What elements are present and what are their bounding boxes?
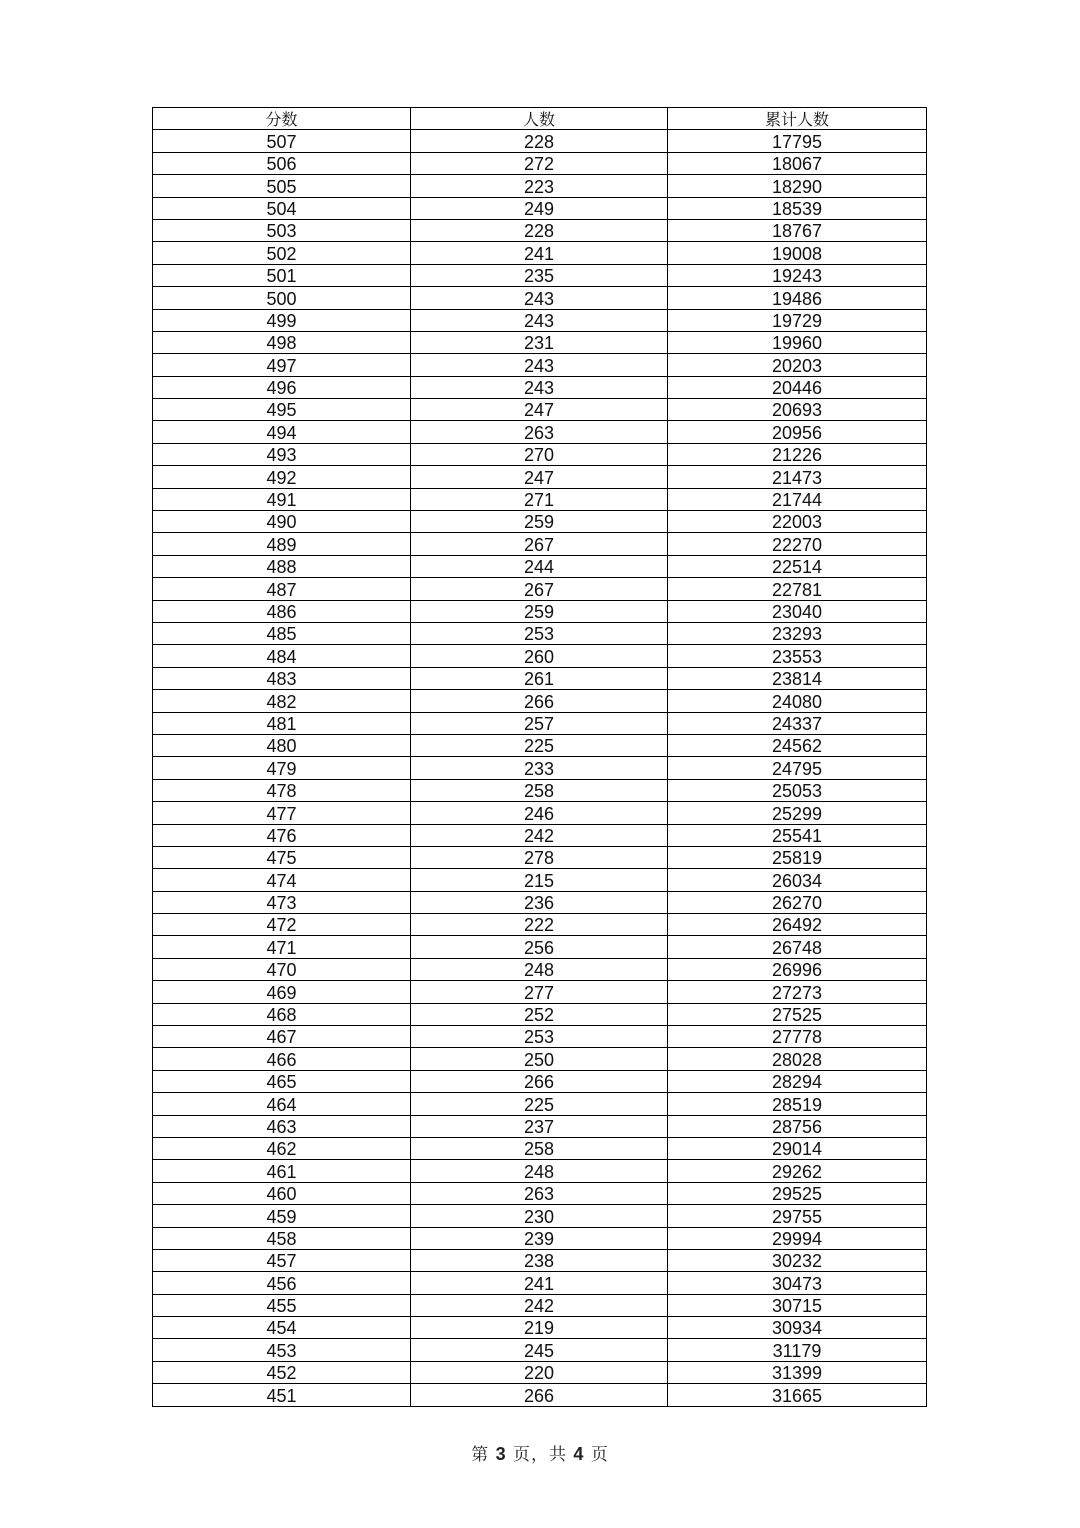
table-row (153, 1026, 927, 1048)
cell-cumulative: 27273 (668, 981, 927, 1003)
cell-count: 247 (411, 466, 668, 488)
cell-cumulative: 27525 (668, 1003, 927, 1025)
cell-score: 492 (153, 466, 411, 488)
table-row (153, 533, 927, 555)
cell-score: 474 (153, 869, 411, 891)
table-row (153, 622, 927, 644)
table-row (153, 309, 927, 331)
table-row (153, 824, 927, 846)
header-count: 人数 (411, 108, 668, 130)
table-row (153, 555, 927, 577)
table-row (153, 1361, 927, 1383)
cell-cumulative: 29755 (668, 1205, 927, 1227)
cell-count: 241 (411, 242, 668, 264)
cell-cumulative: 25299 (668, 802, 927, 824)
cell-score: 505 (153, 175, 411, 197)
cell-cumulative: 19960 (668, 331, 927, 353)
table-row (153, 578, 927, 600)
cell-count: 248 (411, 958, 668, 980)
cell-cumulative: 18290 (668, 175, 927, 197)
table-row (153, 958, 927, 980)
table-row (153, 219, 927, 241)
score-distribution-table (152, 107, 927, 1407)
table-row (153, 914, 927, 936)
cell-score: 465 (153, 1070, 411, 1092)
table-row (153, 757, 927, 779)
footer-suffix: 页 (590, 1445, 609, 1465)
cell-cumulative: 29262 (668, 1160, 927, 1182)
cell-cumulative: 25053 (668, 779, 927, 801)
cell-cumulative: 28519 (668, 1093, 927, 1115)
cell-count: 263 (411, 1182, 668, 1204)
cell-cumulative: 31399 (668, 1361, 927, 1383)
cell-score: 467 (153, 1026, 411, 1048)
cell-count: 250 (411, 1048, 668, 1070)
cell-score: 452 (153, 1361, 411, 1383)
cell-count: 235 (411, 264, 668, 286)
cell-cumulative: 25541 (668, 824, 927, 846)
table-row (153, 242, 927, 264)
table-row (153, 511, 927, 533)
cell-count: 256 (411, 936, 668, 958)
cell-score: 468 (153, 1003, 411, 1025)
cell-count: 239 (411, 1227, 668, 1249)
cell-count: 261 (411, 667, 668, 689)
cell-count: 241 (411, 1272, 668, 1294)
table-row (153, 1003, 927, 1025)
cell-cumulative: 24795 (668, 757, 927, 779)
cell-cumulative: 30473 (668, 1272, 927, 1294)
table-row (153, 1160, 927, 1182)
cell-cumulative: 17795 (668, 130, 927, 152)
cell-score: 501 (153, 264, 411, 286)
cell-cumulative: 26996 (668, 958, 927, 980)
cell-score: 476 (153, 824, 411, 846)
cell-score: 482 (153, 690, 411, 712)
table-row (153, 645, 927, 667)
cell-score: 460 (153, 1182, 411, 1204)
cell-cumulative: 29014 (668, 1137, 927, 1159)
cell-score: 502 (153, 242, 411, 264)
cell-score: 464 (153, 1093, 411, 1115)
cell-count: 248 (411, 1160, 668, 1182)
cell-cumulative: 28028 (668, 1048, 927, 1070)
cell-cumulative: 20956 (668, 421, 927, 443)
cell-score: 491 (153, 488, 411, 510)
cell-cumulative: 24562 (668, 734, 927, 756)
cell-score: 487 (153, 578, 411, 600)
cell-score: 497 (153, 354, 411, 376)
cell-score: 504 (153, 197, 411, 219)
table-row (153, 1070, 927, 1092)
table-row (153, 869, 927, 891)
cell-score: 481 (153, 712, 411, 734)
table-row (153, 1115, 927, 1137)
table-row (153, 399, 927, 421)
table-row (153, 1294, 927, 1316)
cell-score: 453 (153, 1339, 411, 1361)
cell-score: 480 (153, 734, 411, 756)
table-body (153, 130, 927, 1406)
cell-score: 466 (153, 1048, 411, 1070)
cell-cumulative: 30934 (668, 1317, 927, 1339)
cell-score: 456 (153, 1272, 411, 1294)
cell-count: 243 (411, 287, 668, 309)
cell-count: 233 (411, 757, 668, 779)
cell-score: 471 (153, 936, 411, 958)
cell-count: 263 (411, 421, 668, 443)
cell-cumulative: 29994 (668, 1227, 927, 1249)
table-row (153, 376, 927, 398)
footer-current-page: 3 (495, 1444, 507, 1464)
table-row (153, 1182, 927, 1204)
cell-score: 500 (153, 287, 411, 309)
cell-score: 457 (153, 1249, 411, 1271)
cell-score: 503 (153, 219, 411, 241)
cell-cumulative: 19486 (668, 287, 927, 309)
cell-count: 220 (411, 1361, 668, 1383)
cell-score: 494 (153, 421, 411, 443)
cell-cumulative: 20693 (668, 399, 927, 421)
table-row (153, 354, 927, 376)
cell-count: 259 (411, 511, 668, 533)
cell-count: 244 (411, 555, 668, 577)
cell-cumulative: 23040 (668, 600, 927, 622)
cell-cumulative: 18067 (668, 152, 927, 174)
cell-score: 498 (153, 331, 411, 353)
cell-cumulative: 21226 (668, 443, 927, 465)
cell-count: 223 (411, 175, 668, 197)
cell-cumulative: 20203 (668, 354, 927, 376)
cell-cumulative: 26748 (668, 936, 927, 958)
table-row (153, 1317, 927, 1339)
cell-score: 459 (153, 1205, 411, 1227)
cell-count: 253 (411, 622, 668, 644)
cell-score: 463 (153, 1115, 411, 1137)
table-header-row (153, 108, 927, 130)
cell-score: 462 (153, 1137, 411, 1159)
cell-cumulative: 28294 (668, 1070, 927, 1092)
table-row (153, 466, 927, 488)
cell-cumulative: 22514 (668, 555, 927, 577)
cell-score: 461 (153, 1160, 411, 1182)
cell-count: 246 (411, 802, 668, 824)
cell-score: 470 (153, 958, 411, 980)
table-row (153, 1272, 927, 1294)
cell-score: 483 (153, 667, 411, 689)
cell-score: 495 (153, 399, 411, 421)
cell-score: 496 (153, 376, 411, 398)
cell-count: 270 (411, 443, 668, 465)
cell-count: 242 (411, 824, 668, 846)
cell-cumulative: 18539 (668, 197, 927, 219)
cell-cumulative: 27778 (668, 1026, 927, 1048)
cell-score: 477 (153, 802, 411, 824)
cell-cumulative: 23553 (668, 645, 927, 667)
cell-cumulative: 24337 (668, 712, 927, 734)
cell-count: 277 (411, 981, 668, 1003)
cell-count: 243 (411, 376, 668, 398)
table-row (153, 667, 927, 689)
cell-count: 249 (411, 197, 668, 219)
page-footer (0, 1440, 1080, 1465)
table-row (153, 1093, 927, 1115)
cell-cumulative: 31179 (668, 1339, 927, 1361)
table-row (153, 421, 927, 443)
table-row (153, 1249, 927, 1271)
cell-count: 266 (411, 690, 668, 712)
footer-middle: 页，共 (513, 1445, 567, 1465)
cell-count: 257 (411, 712, 668, 734)
table-row (153, 712, 927, 734)
cell-score: 506 (153, 152, 411, 174)
cell-count: 267 (411, 533, 668, 555)
cell-count: 238 (411, 1249, 668, 1271)
cell-count: 236 (411, 891, 668, 913)
table-row (153, 130, 927, 152)
table-row (153, 802, 927, 824)
table-row (153, 488, 927, 510)
footer-total-pages: 4 (573, 1444, 585, 1464)
cell-count: 219 (411, 1317, 668, 1339)
cell-cumulative: 30715 (668, 1294, 927, 1316)
cell-score: 488 (153, 555, 411, 577)
table-row (153, 1205, 927, 1227)
table-row (153, 152, 927, 174)
cell-cumulative: 26270 (668, 891, 927, 913)
cell-count: 228 (411, 130, 668, 152)
cell-cumulative: 23814 (668, 667, 927, 689)
table-row (153, 331, 927, 353)
cell-score: 486 (153, 600, 411, 622)
cell-count: 278 (411, 846, 668, 868)
cell-cumulative: 29525 (668, 1182, 927, 1204)
cell-count: 252 (411, 1003, 668, 1025)
table-row (153, 197, 927, 219)
header-score: 分数 (153, 108, 411, 130)
table-row (153, 1227, 927, 1249)
table-row (153, 264, 927, 286)
table-row (153, 734, 927, 756)
cell-score: 473 (153, 891, 411, 913)
cell-count: 228 (411, 219, 668, 241)
cell-count: 247 (411, 399, 668, 421)
cell-count: 267 (411, 578, 668, 600)
cell-count: 258 (411, 779, 668, 801)
table-row (153, 600, 927, 622)
table-row (153, 1137, 927, 1159)
cell-cumulative: 28756 (668, 1115, 927, 1137)
cell-count: 272 (411, 152, 668, 174)
cell-cumulative: 22270 (668, 533, 927, 555)
cell-score: 507 (153, 130, 411, 152)
cell-count: 242 (411, 1294, 668, 1316)
table-row (153, 443, 927, 465)
table-row (153, 779, 927, 801)
cell-cumulative: 19243 (668, 264, 927, 286)
table-row (153, 936, 927, 958)
cell-score: 454 (153, 1317, 411, 1339)
cell-cumulative: 19729 (668, 309, 927, 331)
cell-cumulative: 21473 (668, 466, 927, 488)
cell-score: 451 (153, 1384, 411, 1406)
cell-cumulative: 22003 (668, 511, 927, 533)
cell-cumulative: 24080 (668, 690, 927, 712)
cell-score: 499 (153, 309, 411, 331)
cell-score: 469 (153, 981, 411, 1003)
cell-score: 485 (153, 622, 411, 644)
cell-count: 259 (411, 600, 668, 622)
table-row (153, 287, 927, 309)
cell-count: 225 (411, 1093, 668, 1115)
cell-cumulative: 30232 (668, 1249, 927, 1271)
table-row (153, 891, 927, 913)
cell-cumulative: 22781 (668, 578, 927, 600)
cell-count: 266 (411, 1070, 668, 1092)
cell-score: 479 (153, 757, 411, 779)
table-row (153, 846, 927, 868)
table-row (153, 1339, 927, 1361)
table-row (153, 175, 927, 197)
cell-count: 243 (411, 354, 668, 376)
cell-score: 475 (153, 846, 411, 868)
cell-cumulative: 26034 (668, 869, 927, 891)
table-row (153, 981, 927, 1003)
cell-count: 243 (411, 309, 668, 331)
table-row (153, 690, 927, 712)
cell-count: 271 (411, 488, 668, 510)
cell-count: 237 (411, 1115, 668, 1137)
cell-count: 231 (411, 331, 668, 353)
cell-score: 458 (153, 1227, 411, 1249)
cell-score: 472 (153, 914, 411, 936)
cell-count: 225 (411, 734, 668, 756)
cell-cumulative: 26492 (668, 914, 927, 936)
cell-count: 245 (411, 1339, 668, 1361)
cell-count: 253 (411, 1026, 668, 1048)
cell-score: 490 (153, 511, 411, 533)
cell-cumulative: 20446 (668, 376, 927, 398)
cell-cumulative: 19008 (668, 242, 927, 264)
cell-score: 455 (153, 1294, 411, 1316)
cell-count: 260 (411, 645, 668, 667)
cell-count: 258 (411, 1137, 668, 1159)
cell-score: 484 (153, 645, 411, 667)
cell-cumulative: 31665 (668, 1384, 927, 1406)
cell-score: 493 (153, 443, 411, 465)
cell-cumulative: 23293 (668, 622, 927, 644)
table-row (153, 1048, 927, 1070)
cell-score: 489 (153, 533, 411, 555)
cell-cumulative: 25819 (668, 846, 927, 868)
cell-count: 222 (411, 914, 668, 936)
cell-cumulative: 18767 (668, 219, 927, 241)
cell-count: 266 (411, 1384, 668, 1406)
cell-score: 478 (153, 779, 411, 801)
cell-count: 230 (411, 1205, 668, 1227)
cell-cumulative: 21744 (668, 488, 927, 510)
footer-prefix: 第 (471, 1445, 490, 1465)
table-row (153, 1384, 927, 1406)
header-cumulative: 累计人数 (668, 108, 927, 130)
cell-count: 215 (411, 869, 668, 891)
